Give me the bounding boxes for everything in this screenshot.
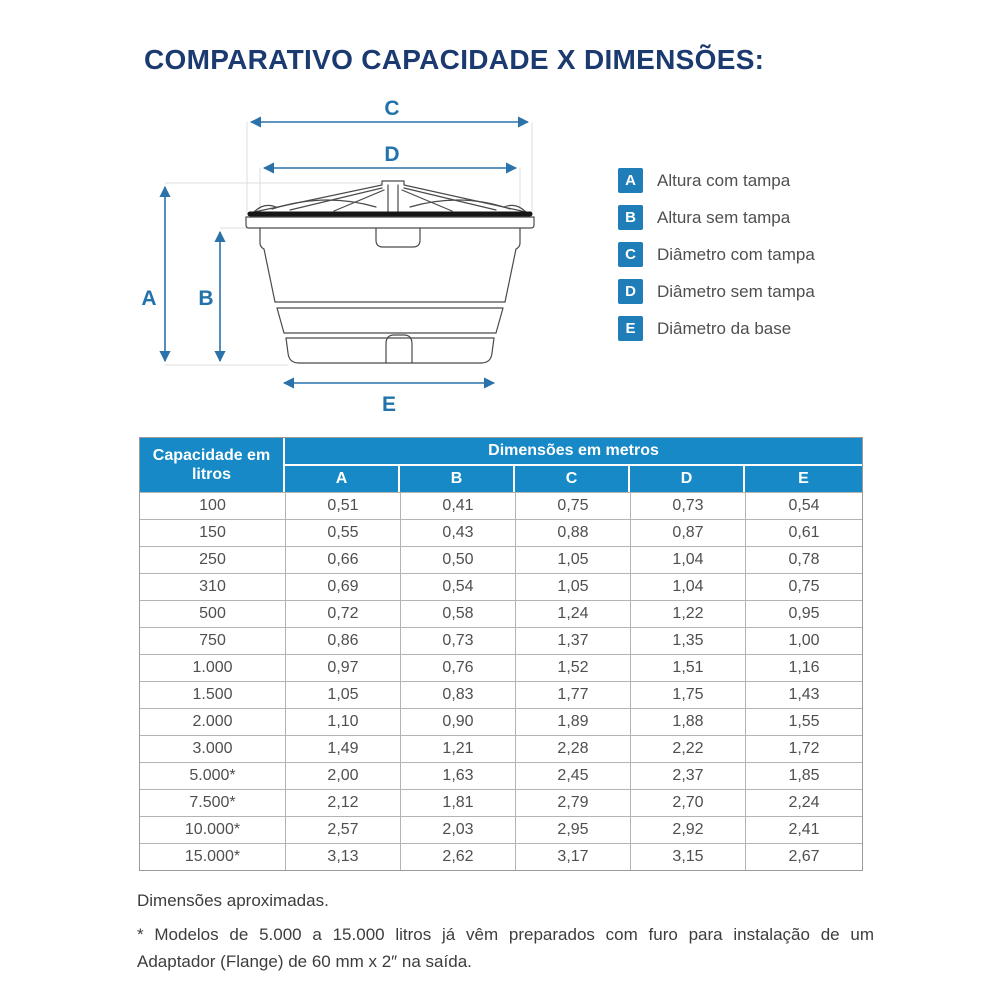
dimension-cell-b: 1,63 <box>400 762 515 789</box>
table-row <box>140 762 862 789</box>
dimension-cell-a: 2,12 <box>285 789 400 816</box>
dimension-legend <box>618 168 815 341</box>
dimension-arrows <box>165 122 528 383</box>
legend-key-badge: E <box>618 316 643 341</box>
capacity-cell: 150 <box>140 519 285 546</box>
dimension-cell-b: 1,81 <box>400 789 515 816</box>
dimension-label-a: A <box>141 287 157 310</box>
capacity-cell: 310 <box>140 573 285 600</box>
legend-label: Diâmetro da base <box>657 318 792 338</box>
legend-label: Diâmetro sem tampa <box>657 281 815 301</box>
flange-note <box>137 921 874 975</box>
legend-label: Altura sem tampa <box>657 207 791 227</box>
table-row <box>140 681 862 708</box>
capacity-cell: 10.000* <box>140 816 285 843</box>
legend-key-badge: D <box>618 279 643 304</box>
dimension-cell-e: 0,61 <box>745 519 862 546</box>
column-header-c: C <box>515 464 630 492</box>
capacity-cell: 500 <box>140 600 285 627</box>
capacity-cell: 15.000* <box>140 843 285 870</box>
dimension-cell-e: 0,78 <box>745 546 862 573</box>
dimension-cell-c: 1,89 <box>515 708 630 735</box>
dimension-cell-a: 0,97 <box>285 654 400 681</box>
dimension-cell-e: 0,54 <box>745 492 862 519</box>
table-row <box>140 519 862 546</box>
table-row <box>140 789 862 816</box>
dimension-cell-b: 0,54 <box>400 573 515 600</box>
dimension-cell-e: 1,00 <box>745 627 862 654</box>
dimension-cell-a: 2,00 <box>285 762 400 789</box>
legend-item-c <box>618 242 815 267</box>
dimension-cell-c: 1,52 <box>515 654 630 681</box>
table-row <box>140 816 862 843</box>
capacity-cell: 3.000 <box>140 735 285 762</box>
approx-note: Dimensões aproximadas. <box>137 891 329 910</box>
capacity-cell: 5.000* <box>140 762 285 789</box>
dimension-cell-d: 2,22 <box>630 735 745 762</box>
table-body <box>140 492 862 870</box>
dimension-cell-a: 1,49 <box>285 735 400 762</box>
dimension-cell-a: 0,51 <box>285 492 400 519</box>
tank-dimension-diagram <box>120 95 580 425</box>
table-row <box>140 573 862 600</box>
dimension-label-e: E <box>381 393 397 416</box>
dimension-cell-b: 0,41 <box>400 492 515 519</box>
dimension-cell-b: 0,83 <box>400 681 515 708</box>
capacity-cell: 100 <box>140 492 285 519</box>
dimension-cell-a: 1,05 <box>285 681 400 708</box>
table-header-row-1 <box>140 438 862 464</box>
dimension-cell-d: 3,15 <box>630 843 745 870</box>
dimension-cell-e: 1,43 <box>745 681 862 708</box>
dimension-cell-c: 0,88 <box>515 519 630 546</box>
legend-item-e <box>618 316 815 341</box>
dimension-cell-e: 2,41 <box>745 816 862 843</box>
dimension-cell-e: 1,72 <box>745 735 862 762</box>
dimension-cell-c: 2,95 <box>515 816 630 843</box>
dimension-cell-c: 2,79 <box>515 789 630 816</box>
capacity-cell: 1.000 <box>140 654 285 681</box>
column-header-b: B <box>400 464 515 492</box>
table-row <box>140 735 862 762</box>
dimension-cell-a: 0,66 <box>285 546 400 573</box>
column-header-d: D <box>630 464 745 492</box>
dimension-cell-e: 2,67 <box>745 843 862 870</box>
flange-note-line2: Adaptador (Flange) de 60 mm x 2″ na saída. <box>137 952 472 972</box>
table-row <box>140 600 862 627</box>
dimension-cell-d: 1,35 <box>630 627 745 654</box>
capacity-cell: 250 <box>140 546 285 573</box>
dimension-cell-e: 2,24 <box>745 789 862 816</box>
dimension-cell-d: 1,04 <box>630 546 745 573</box>
dimension-cell-e: 1,85 <box>745 762 862 789</box>
table-row <box>140 492 862 519</box>
legend-key-badge: C <box>618 242 643 267</box>
capacity-cell: 7.500* <box>140 789 285 816</box>
legend-label: Altura com tampa <box>657 170 791 190</box>
dimension-cell-d: 1,75 <box>630 681 745 708</box>
legend-item-d <box>618 279 815 304</box>
dimension-cell-d: 2,70 <box>630 789 745 816</box>
dimension-cell-b: 0,50 <box>400 546 515 573</box>
dimension-cell-d: 2,37 <box>630 762 745 789</box>
column-header-a: A <box>285 464 400 492</box>
dimension-cell-d: 0,87 <box>630 519 745 546</box>
dimension-cell-c: 3,17 <box>515 843 630 870</box>
column-header-e: E <box>745 464 862 492</box>
dimension-label-c: C <box>384 97 400 120</box>
dimension-cell-c: 1,05 <box>515 546 630 573</box>
dimension-label-d: D <box>384 143 400 166</box>
dimension-cell-b: 0,90 <box>400 708 515 735</box>
capacity-column-header: Capacidade em litros <box>140 438 285 492</box>
dimension-cell-c: 2,45 <box>515 762 630 789</box>
dimension-cell-d: 1,04 <box>630 573 745 600</box>
dimension-cell-a: 0,72 <box>285 600 400 627</box>
tank-drawing <box>246 181 534 363</box>
dimension-cell-b: 2,62 <box>400 843 515 870</box>
legend-item-b <box>618 205 815 230</box>
dimension-cell-a: 3,13 <box>285 843 400 870</box>
dimension-cell-d: 1,88 <box>630 708 745 735</box>
dimensions-table <box>139 437 863 871</box>
table-row <box>140 627 862 654</box>
dimensions-group-header: Dimensões em metros <box>285 438 862 464</box>
dimension-letters <box>141 97 399 416</box>
capacity-cell: 2.000 <box>140 708 285 735</box>
dimension-cell-c: 1,37 <box>515 627 630 654</box>
table-row <box>140 708 862 735</box>
dimension-label-b: B <box>198 287 214 310</box>
flange-note-line1: * Modelos de 5.000 a 15.000 litros já vêm preparados com furo para instalação de um <box>137 925 874 944</box>
legend-item-a <box>618 168 815 193</box>
dimension-cell-a: 2,57 <box>285 816 400 843</box>
dimension-cell-c: 1,77 <box>515 681 630 708</box>
table-row <box>140 843 862 870</box>
dimension-cell-d: 1,22 <box>630 600 745 627</box>
dimension-cell-d: 0,73 <box>630 492 745 519</box>
table-row <box>140 654 862 681</box>
dimension-cell-a: 0,69 <box>285 573 400 600</box>
dimension-cell-e: 0,95 <box>745 600 862 627</box>
dimension-cell-a: 0,55 <box>285 519 400 546</box>
dimension-cell-e: 1,55 <box>745 708 862 735</box>
dimension-cell-c: 1,24 <box>515 600 630 627</box>
page-title: COMPARATIVO CAPACIDADE X DIMENSÕES: <box>144 44 765 75</box>
capacity-cell: 1.500 <box>140 681 285 708</box>
table-row <box>140 546 862 573</box>
dimension-cell-a: 1,10 <box>285 708 400 735</box>
dimension-cell-b: 0,73 <box>400 627 515 654</box>
legend-key-badge: B <box>618 205 643 230</box>
dimension-cell-b: 2,03 <box>400 816 515 843</box>
dimension-cell-d: 1,51 <box>630 654 745 681</box>
dimension-cell-b: 0,58 <box>400 600 515 627</box>
dimension-cell-b: 1,21 <box>400 735 515 762</box>
legend-key-badge: A <box>618 168 643 193</box>
dimension-cell-b: 0,43 <box>400 519 515 546</box>
dimension-cell-a: 0,86 <box>285 627 400 654</box>
dimension-cell-c: 0,75 <box>515 492 630 519</box>
dimension-cell-c: 2,28 <box>515 735 630 762</box>
dimension-cell-b: 0,76 <box>400 654 515 681</box>
legend-label: Diâmetro com tampa <box>657 244 815 264</box>
dimension-cell-e: 1,16 <box>745 654 862 681</box>
capacity-cell: 750 <box>140 627 285 654</box>
dimension-cell-d: 2,92 <box>630 816 745 843</box>
dimension-cell-e: 0,75 <box>745 573 862 600</box>
dimension-cell-c: 1,05 <box>515 573 630 600</box>
